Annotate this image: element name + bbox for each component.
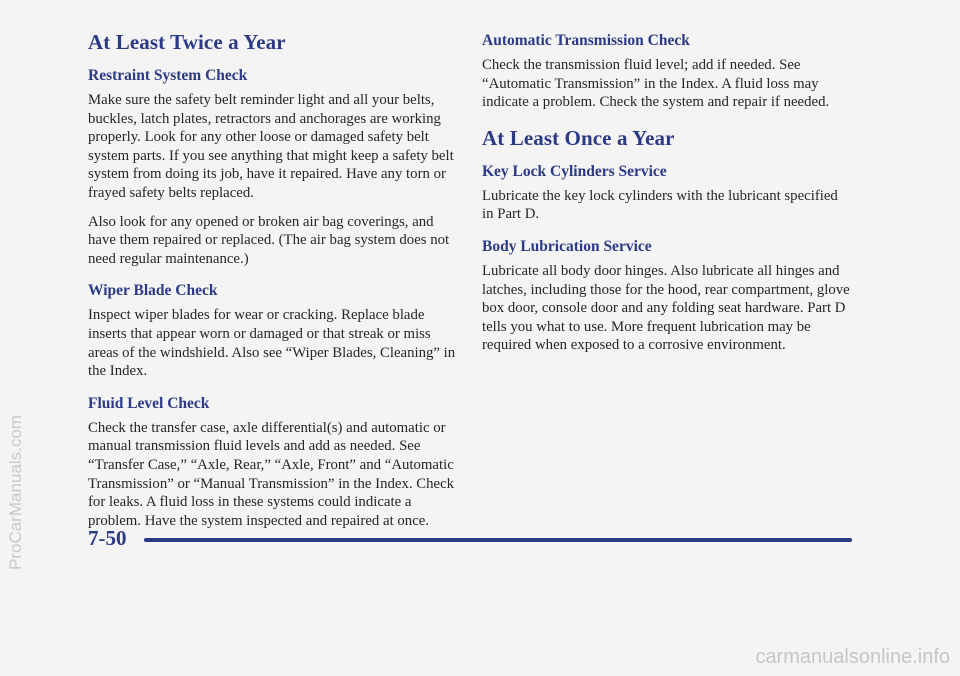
- page-footer: [88, 526, 852, 552]
- paragraph: Also look for any opened or broken air bag coverings, and have them repaired or replaced. (The air bag system does not need regular maintenance.): [88, 213, 450, 267]
- section-fluid-level-check: [88, 395, 460, 531]
- section-title: Wiper Blade Check: [88, 282, 218, 300]
- section-automatic-transmission-check: [482, 32, 852, 112]
- heading-once-a-year: At Least Once a Year: [482, 125, 675, 150]
- footer-rule: [144, 538, 852, 542]
- right-column: [482, 32, 852, 369]
- section-title: Key Lock Cylinders Service: [482, 162, 667, 180]
- section-key-lock-cylinders-service: [482, 163, 852, 224]
- bottom-watermark: carmanualsonline.info: [755, 646, 950, 668]
- left-column: [88, 30, 460, 544]
- section-body-lubrication-service: [482, 238, 852, 355]
- section-restraint-system-check: [88, 67, 460, 268]
- paragraph: Check the transmission fluid level; add if needed. See “Automatic Transmission” in the Index. A fluid loss may indicate a problem. Check the system and repair if needed.: [482, 57, 830, 111]
- section-title: Restraint System Check: [88, 67, 248, 84]
- section-wiper-blade-check: [88, 282, 460, 380]
- section-title: Automatic Transmission Check: [482, 32, 690, 49]
- paragraph: Lubricate the key lock cylinders with the lubricant specified in Part D.: [482, 187, 838, 223]
- paragraph: Lubricate all body door hinges. Also lubricate all hinges and latches, including those for the hood, rear compartment, glove box door, console door and any folding seat hardware. Part D tells you what to use. More frequent lubrication may be required when exposed to a corrosive environment.: [482, 262, 850, 354]
- heading-twice-a-year: At Least Twice a Year: [88, 30, 286, 54]
- side-watermark: [2, 170, 25, 570]
- side-watermark-text: ProCarManuals.com: [6, 415, 25, 570]
- section-title: Fluid Level Check: [88, 394, 210, 412]
- page-number: 7-50: [88, 526, 127, 550]
- paragraph: Make sure the safety belt reminder light and all your belts, buckles, latch plates, retractors and anchorages are working properly. Look for any other loose or damaged safety belt system parts. If you see anything that might keep a safety belt system from doing its job, have it repaired. Have any torn or frayed safety belts replaced.: [88, 92, 454, 201]
- paragraph: Inspect wiper blades for wear or cracking. Replace blade inserts that appear worn or damaged or that streak or miss areas of the windshield. Also see “Wiper Blades, Cleaning” in the Index.: [88, 307, 456, 380]
- paragraph: Check the transfer case, axle differential(s) and automatic or manual transmission fluid levels and add as needed. See “Transfer Case,” “Axle, Rear,” “Axle, Front” and “Automatic Transmission” or “Manual Transmission” in the Index. Check for leaks. A fluid loss in these systems could indicate a problem. Have the system inspected and repaired at once.: [88, 419, 455, 529]
- section-title: Body Lubrication Service: [482, 237, 652, 255]
